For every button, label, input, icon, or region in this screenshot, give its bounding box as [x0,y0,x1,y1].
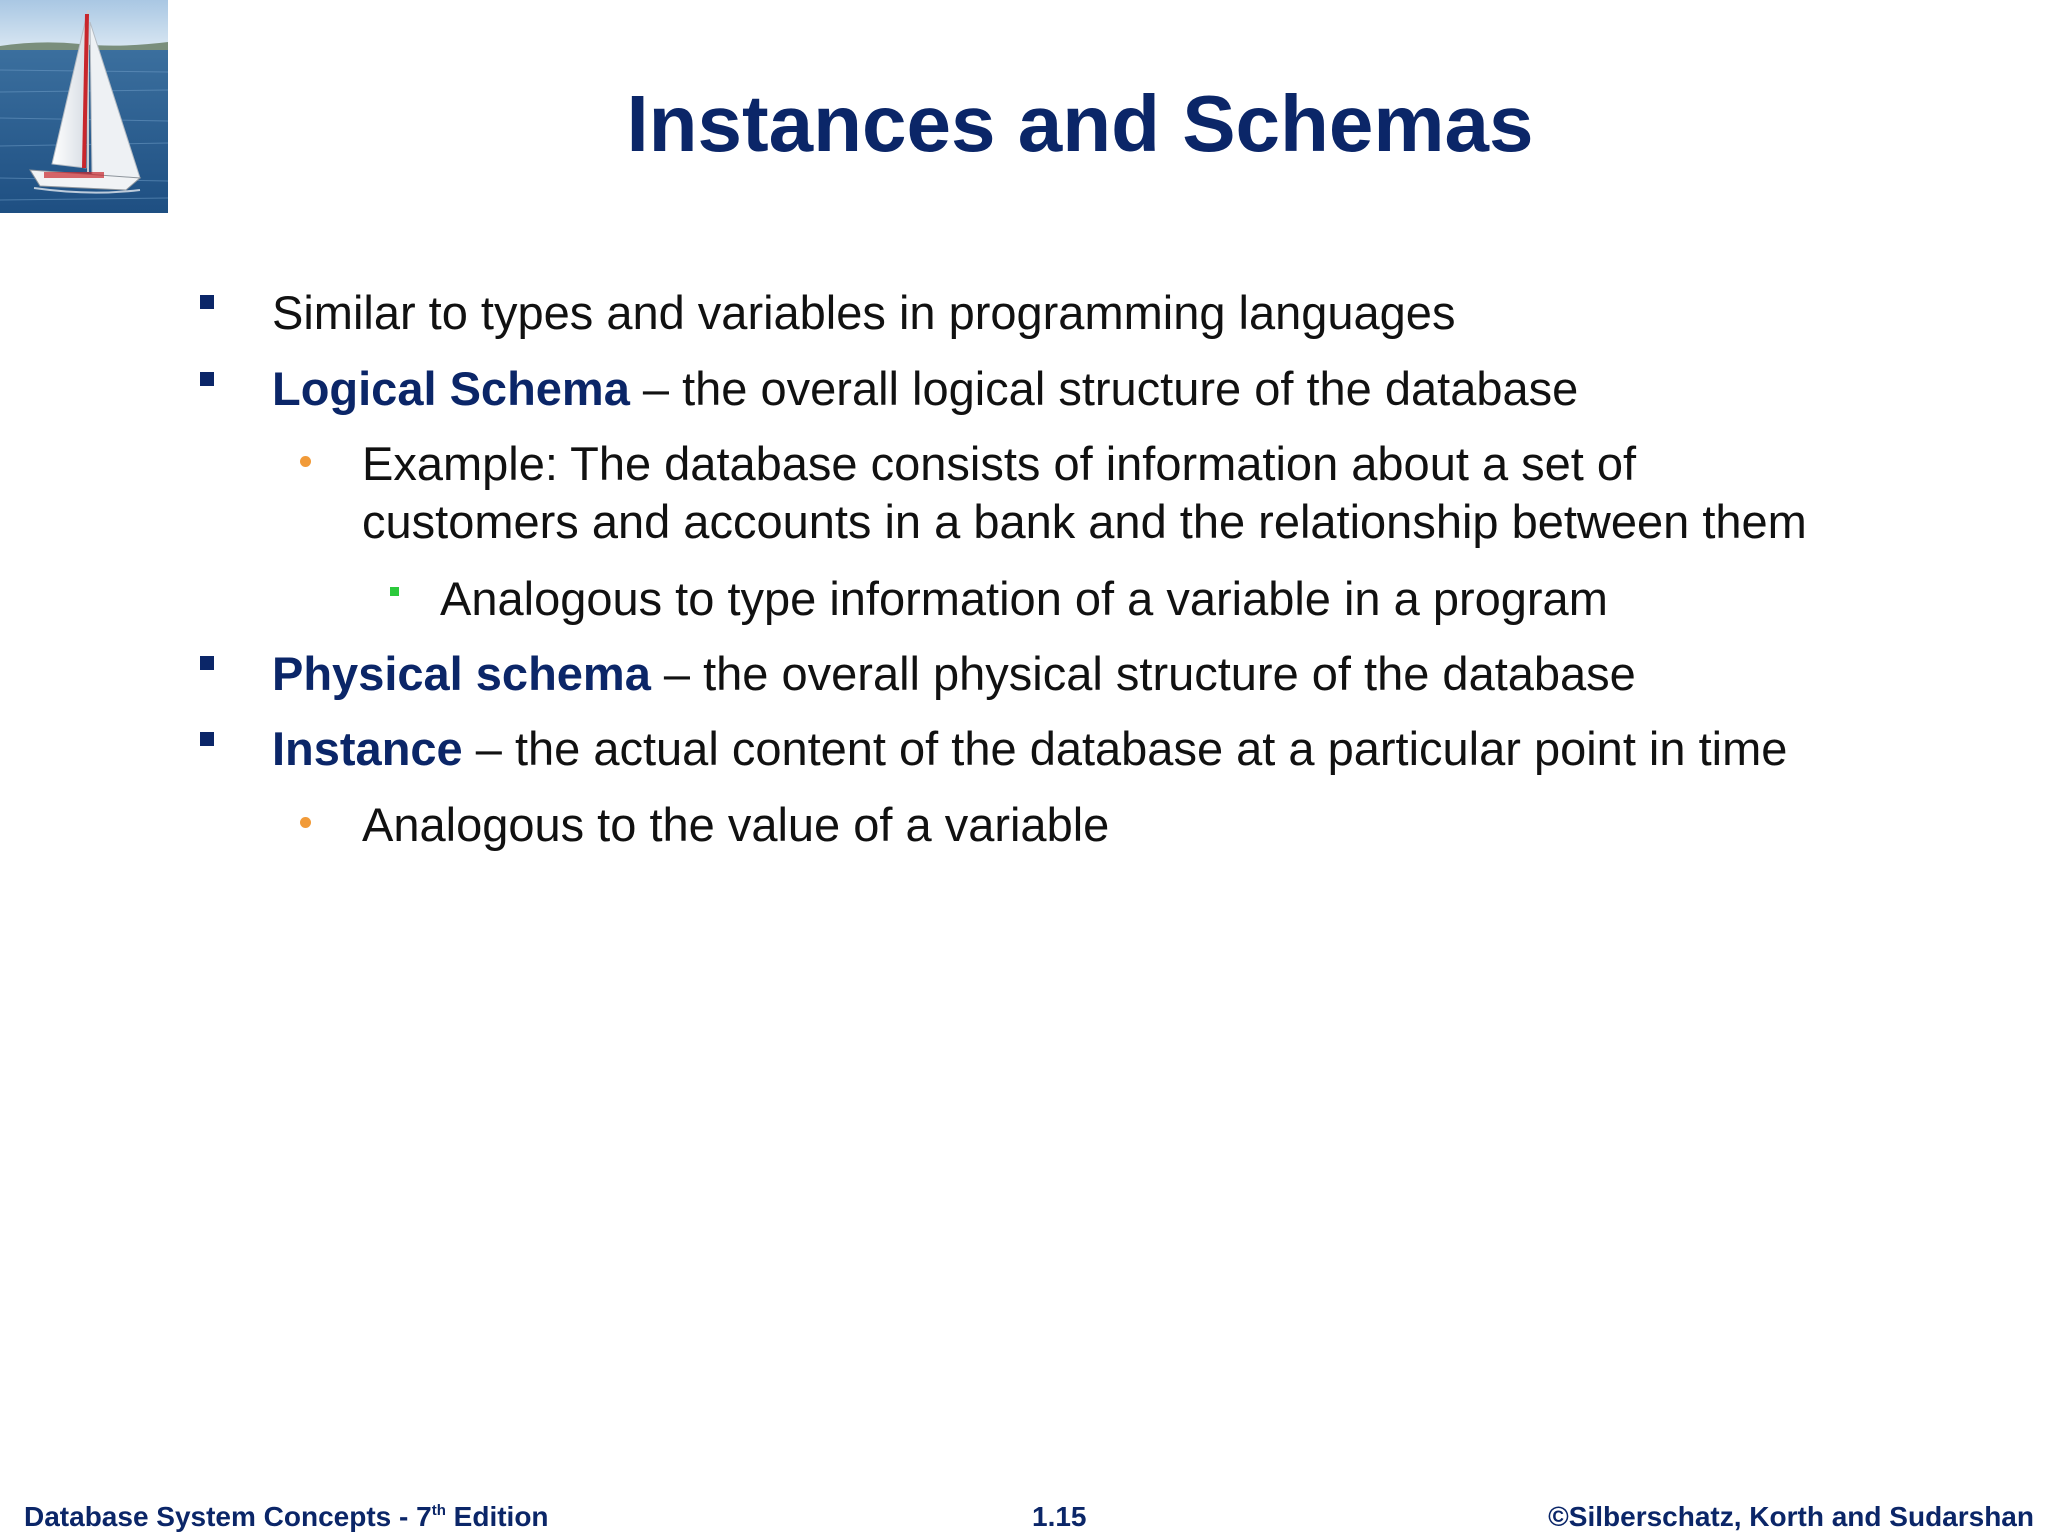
square-bullet-icon [200,732,214,746]
bullet-item [362,796,1109,854]
square-bullet-icon [200,656,214,670]
bullet-item-continuation [362,493,1807,551]
slide-title: Instances and Schemas [626,79,1534,168]
footer-slide-number: 1.15 [1032,1501,1087,1532]
footer-book-title-sup: th [431,1502,446,1519]
dot-bullet-icon [300,456,311,467]
footer-book-title-suffix: Edition [445,1501,549,1532]
bullet-text-line: Example: The database consists of information about a set of [362,437,1637,490]
footer-book-title [24,1500,549,1534]
sailboat-photo [0,0,168,213]
bullet-text-line: customers and accounts in a bank and the relationship between them [362,495,1807,548]
bullet-text: – the overall physical structure of the database [650,647,1636,700]
footer-copyright: ©Silberschatz, Korth and Sudarshan [1548,1501,2034,1532]
bullet-text: Analogous to the value of a variable [362,798,1110,851]
bullet-item [362,435,1636,493]
bullet-text: Similar to types and variables in programming languages [272,286,1456,339]
bullet-text: – the overall logical structure of the database [629,362,1579,415]
bullet-term: Logical Schema [272,362,630,415]
footer-book-title-prefix: Database System Concepts - 7 [24,1501,432,1532]
bullet-item [272,284,1455,342]
bullet-term: Physical schema [272,647,651,700]
bullet-text: – the actual content of the database at a particular point in time [462,722,1788,775]
square-bullet-icon [390,587,399,596]
bullet-item [272,720,1787,778]
bullet-term: Instance [272,722,463,775]
bullet-item [440,570,1608,628]
square-bullet-icon [200,295,214,309]
dot-bullet-icon [300,817,311,828]
bullet-item [272,645,1636,703]
bullet-item [272,360,1578,418]
bullet-text: Analogous to type information of a variable in a program [440,572,1608,625]
square-bullet-icon [200,372,214,386]
